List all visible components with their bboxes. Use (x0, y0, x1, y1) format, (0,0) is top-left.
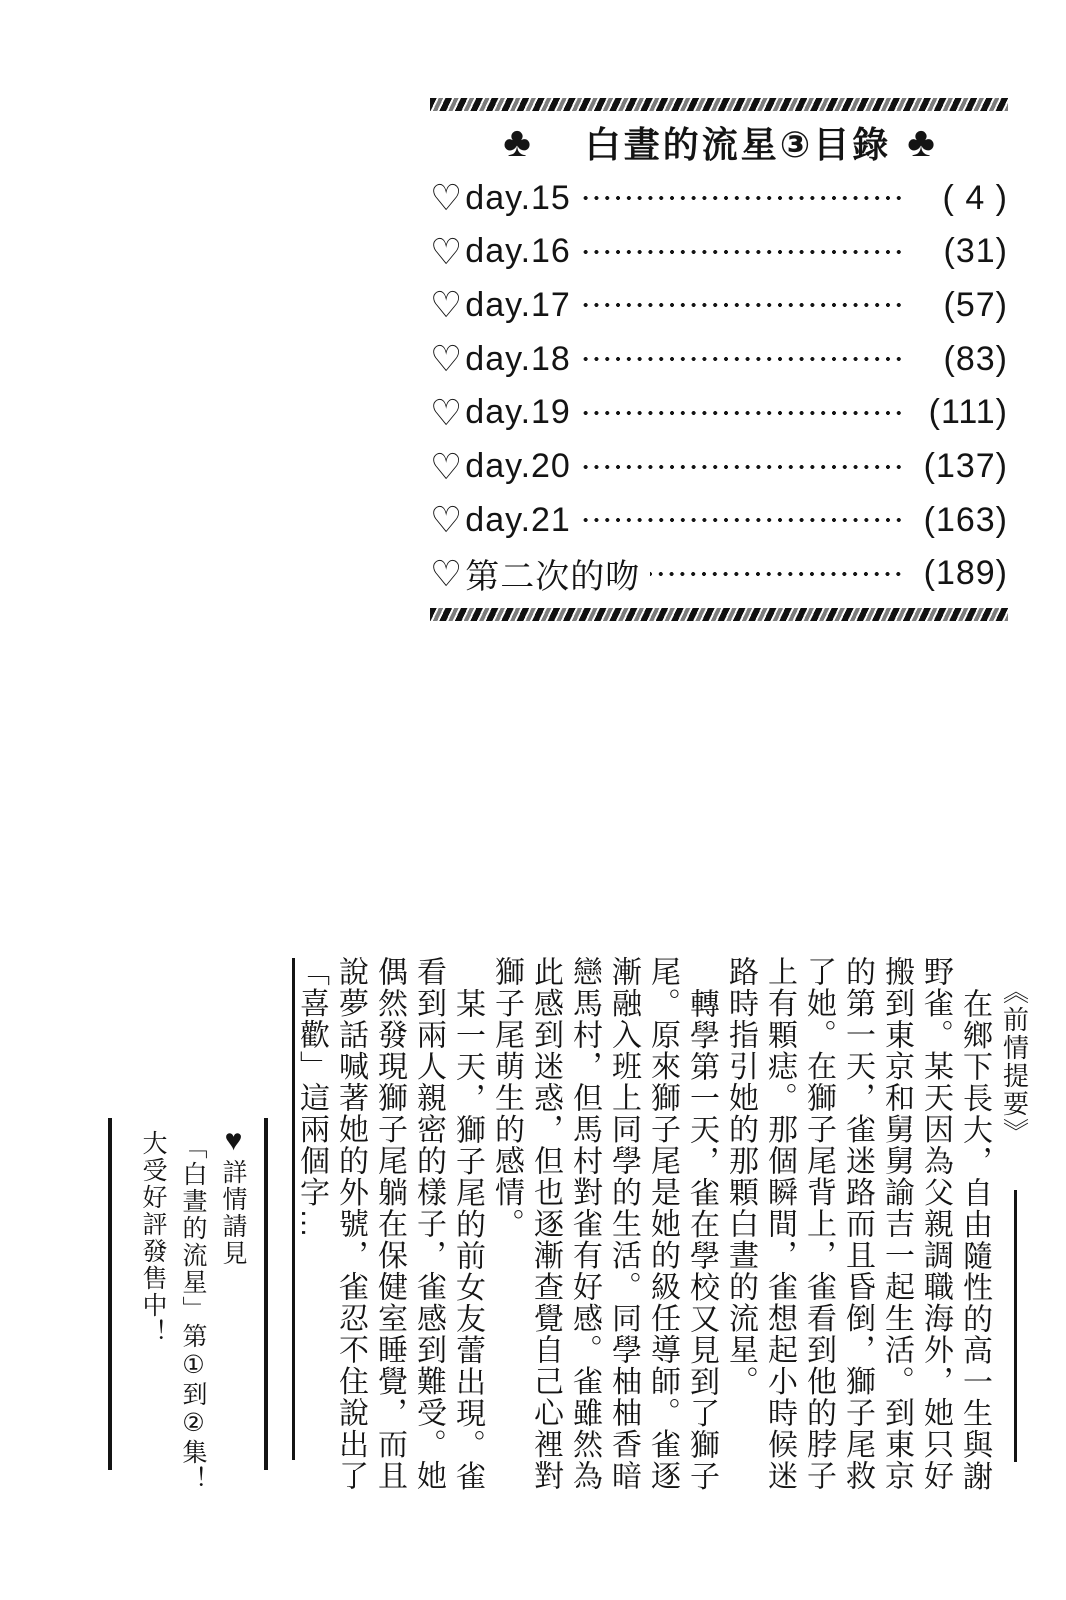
toc-entry (430, 499, 1008, 541)
toc-entry-page: (111) (928, 393, 1008, 432)
dot-leader (650, 553, 904, 595)
toc-entry-label: 第二次的吻 (465, 558, 641, 597)
dot-leader (581, 499, 904, 541)
filled-heart-icon: ♥ (217, 1124, 250, 1159)
club-icon: ♣ (503, 118, 531, 165)
recap-heading: 《前情提要》 (999, 978, 1030, 1146)
dot-leader (581, 392, 904, 434)
recap-body (292, 956, 994, 1496)
open-heart-icon: ♡ (430, 338, 463, 380)
decorative-rope-border-top (430, 98, 1008, 111)
toc-entry (430, 446, 1008, 488)
toc-entry (430, 231, 1008, 273)
open-heart-icon: ♡ (430, 230, 463, 272)
toc-entry (430, 553, 1008, 595)
promo-line-3: 大受好評發售中！ (139, 1130, 167, 1346)
promo-box (108, 1118, 268, 1493)
toc-entry-label: day.17 (465, 285, 571, 324)
toc-entry-page: (57) (943, 285, 1008, 324)
toc-section (430, 98, 1008, 621)
toc-entry-label: day.19 (465, 393, 571, 432)
toc-entry-page: (163) (923, 500, 1008, 539)
decorative-rope-border-bottom (430, 608, 1008, 621)
promo-line-1 (213, 1124, 253, 1464)
toc-entry-page: (83) (943, 339, 1008, 378)
open-heart-icon: ♡ (430, 445, 463, 487)
toc-entry-label: day.20 (465, 447, 571, 486)
toc-list (430, 177, 1008, 595)
open-heart-icon: ♡ (430, 552, 463, 594)
recap-section (292, 956, 1036, 1494)
recap-heading-rule (1014, 1190, 1017, 1462)
dot-leader (581, 446, 904, 488)
dot-leader (581, 338, 904, 380)
toc-title-row (430, 119, 1008, 165)
toc-entry-page: (137) (923, 447, 1008, 486)
recap-paragraph-2: 轉學第一天，雀在學校又見到了獅子尾。原來獅子尾是她的級任導師。雀逐漸融入班上同學的生活。同學柚柚香暗戀馬村，但馬村對雀有好感。雀雖然為此感到迷惑，但也逐漸查覺自己心裡對獅子尾萌生的感情。 (490, 956, 718, 1492)
toc-entry (430, 284, 1008, 326)
toc-title: 白晝的流星③目錄 (584, 123, 892, 165)
toc-entry (430, 338, 1008, 380)
toc-entry-page: ( 4 ) (942, 178, 1008, 217)
dot-leader (581, 284, 904, 326)
club-icon: ♣ (907, 118, 935, 165)
recap-paragraph-3: 某一天，獅子尾的前女友蕾出現。雀看到兩人親密的樣子，雀感到難受。她偶然發現獅子尾躺在保健室睡覺，而且說夢話喊著她的外號，雀忍不住說出了「喜歡」這兩個字… (295, 956, 484, 1492)
recap-paragraph-1: 在鄉下長大，自由隨性的高一生與謝野雀。某天因為父親調職海外，她只好搬到東京和舅舅諭吉一起生活。到東京的第一天，雀迷路而且昏倒，獅子尾救了她。在獅子尾背上，雀看到他的脖子上有顆痣。那個瞬間，雀想起小時候迷路時指引她的那顆白晝的流星。 (724, 956, 991, 1492)
promo-line-2: 「白晝的流星」第①到②集！ (179, 1134, 207, 1493)
open-heart-icon: ♡ (430, 177, 463, 218)
toc-entry (430, 392, 1008, 434)
open-heart-icon: ♡ (430, 499, 463, 541)
open-heart-icon: ♡ (430, 284, 463, 326)
toc-entry-label: day.16 (465, 232, 571, 271)
open-heart-icon: ♡ (430, 391, 463, 433)
toc-entry-page: (189) (923, 554, 1008, 593)
toc-entry-label: day.21 (465, 500, 571, 539)
recap-heading-column (994, 956, 1036, 1494)
toc-entry-label: day.18 (465, 339, 571, 378)
promo-line-1-text: 詳情請見 (219, 1159, 247, 1267)
dot-leader (581, 177, 904, 219)
toc-entry-page: (31) (943, 232, 1008, 271)
toc-entry (430, 177, 1008, 219)
dot-leader (581, 231, 904, 273)
toc-entry-label: day.15 (465, 178, 571, 217)
